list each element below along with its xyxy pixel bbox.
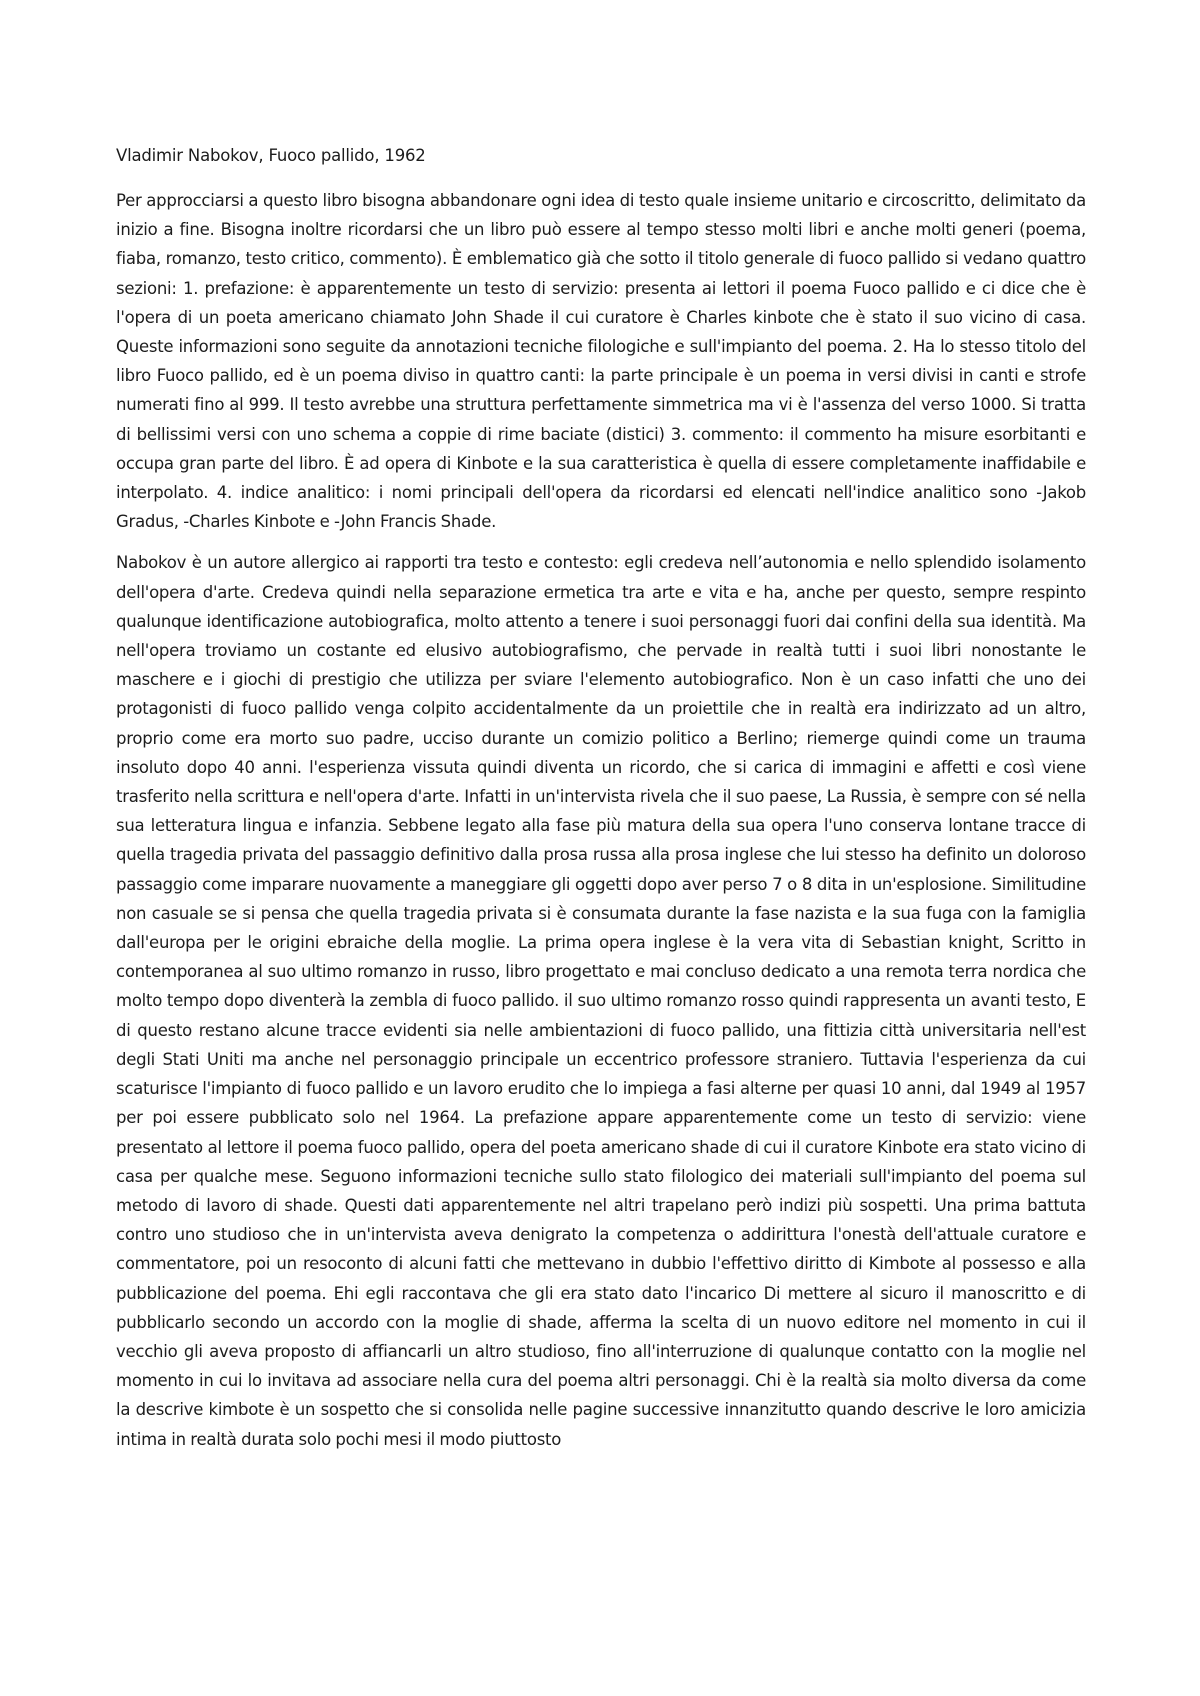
- paragraph-context: Nabokov è un autore allergico ai rapporti tra testo e contesto: egli credeva nell’autonomia e nello splendido isolamento dell'opera d'arte. Credeva quindi nella separazione ermetica tra arte e vita e ha, anche per questo, sempre respinto qualunque identificazione autobiografica, molto attento a tenere i suoi personaggi fuori dai confini della sua identità. Ma nell'opera troviamo un costante ed elusivo autobiografismo, che pervade in realtà tutti i suoi libri nonostante le maschere e i giochi di prestigio che utilizza per sviare l'elemento autobiografico. Non è un caso infatti che uno dei protagonisti di fuoco pallido venga colpito accidentalmente da un proiettile che in realtà era indirizzato ad un altro, proprio come era morto suo padre, ucciso durante un comizio politico a Berlino; riemerge quindi come un trauma insoluto dopo 40 anni. l'esperienza vissuta quindi diventa un ricordo, che si carica di immagini e affetti e così viene trasferito nella scrittura e nell'opera d'arte. Infatti in un'intervista rivela che il suo paese, La Russia, è sempre con sé nella sua letteratura lingua e infanzia. Sebbene legato alla fase più matura della sua opera l'uno conserva lontane tracce di quella tragedia privata del passaggio definitivo dalla prosa russa alla prosa inglese che lui stesso ha definito un doloroso passaggio come imparare nuovamente a maneggiare gli oggetti dopo aver perso 7 o 8 dita in un'esplosione. Similitudine non casuale se si pensa che quella tragedia privata si è consumata durante la fase nazista e la sua fuga con la famiglia dall'europa per le origini ebraiche della moglie. La prima opera inglese è la vera vita di Sebastian knight, Scritto in contemporanea al suo ultimo romanzo in russo, libro progettato e mai concluso dedicato a una remota terra nordica che molto tempo dopo diventerà la zembla di fuoco pallido. il suo ultimo romanzo rosso quindi rappresenta un avanti testo, E di questo restano alcune tracce evidenti sia nelle ambientazioni di fuoco pallido, una fittizia città universitaria nell'est degli Stati Uniti ma anche nel personaggio principale un eccentrico professore straniero. Tuttavia l'esperienza da cui scaturisce l'impianto di fuoco pallido e un lavoro erudito che lo impiega a fasi alterne per quasi 10 anni, dal 1949 al 1957 per poi essere pubblicato solo nel 1964. La prefazione appare apparentemente come un testo di servizio: viene presentato al lettore il poema fuoco pallido, opera del poeta americano shade di cui il curatore Kinbote era stato vicino di casa per qualche mese. Seguono informazioni tecniche sullo stato filologico dei materiali sull'impianto del poema sul metodo di lavoro di shade. Questi dati apparentemente nel altri trapelano però indizi più sospetti. Una prima battuta contro uno studioso che in un'intervista aveva denigrato la competenza o addirittura l'onestà dell'attuale curatore e commentatore, poi un resoconto di alcuni fatti che mettevano in dubbio l'effettivo diritto di Kimbote al possesso e alla pubblicazione del poema. Ehi egli raccontava che gli era stato dato l'incarico Di mettere al sicuro il manoscritto e di pubblicarlo secondo un accordo con la moglie di shade, afferma la scelta di un nuovo editore nel momento in cui il vecchio gli aveva proposto di affiancarli un altro studioso, fino all'interruzione di qualunque contatto con la moglie nel momento in cui lo invitava ad associare nella cura del poema altri personaggi. Chi è la realtà sia molto diversa da come la descrive kimbote è un sospetto che si consolida nelle pagine successive innanzitutto quando descrive le loro amicizia intima in realtà durata solo pochi mesi il modo piuttosto: [116, 553, 1086, 1449]
- paragraph-intro: Per approcciarsi a questo libro bisogna abbandonare ogni idea di testo quale insieme unitario e circoscritto, delimitato da inizio a fine. Bisogna inoltre ricordarsi che un libro può essere al tempo stesso molti libri e anche molti generi (poema, fiaba, romanzo, testo critico, commento). È emblematico già che sotto il titolo generale di fuoco pallido si vedano quattro sezioni: 1. prefazione: è apparentemente un testo di servizio: presenta ai lettori il poema Fuoco pallido e ci dice che è l'opera di un poeta americano chiamato John Shade il cui curatore è Charles kinbote che è stato il suo vicino di casa. Queste informazioni sono seguite da annotazioni tecniche filologiche e sull'impianto del poema. 2. Ha lo stesso titolo del libro Fuoco pallido, ed è un poema diviso in quattro canti: la parte principale è un poema in versi divisi in canti e strofe numerati fino al 999. Il testo avrebbe una struttura perfettamente simmetrica ma vi è l'assenza del verso 1000. Si tratta di bellissimi versi con uno schema a coppie di rime baciate (distici) 3. commento: il commento ha misure esorbitanti e occupa gran parte del libro. È ad opera di Kinbote e la sua caratteristica è quella di essere completamente inaffidabile e interpolato. 4. indice analitico: i nomi principali dell'opera da ricordarsi ed elencati nell'indice analitico sono -Jakob Gradus, -Charles Kinbote e -John Francis Shade.: [116, 191, 1086, 532]
- document-title: Vladimir Nabokov, Fuoco pallido, 1962: [116, 146, 426, 165]
